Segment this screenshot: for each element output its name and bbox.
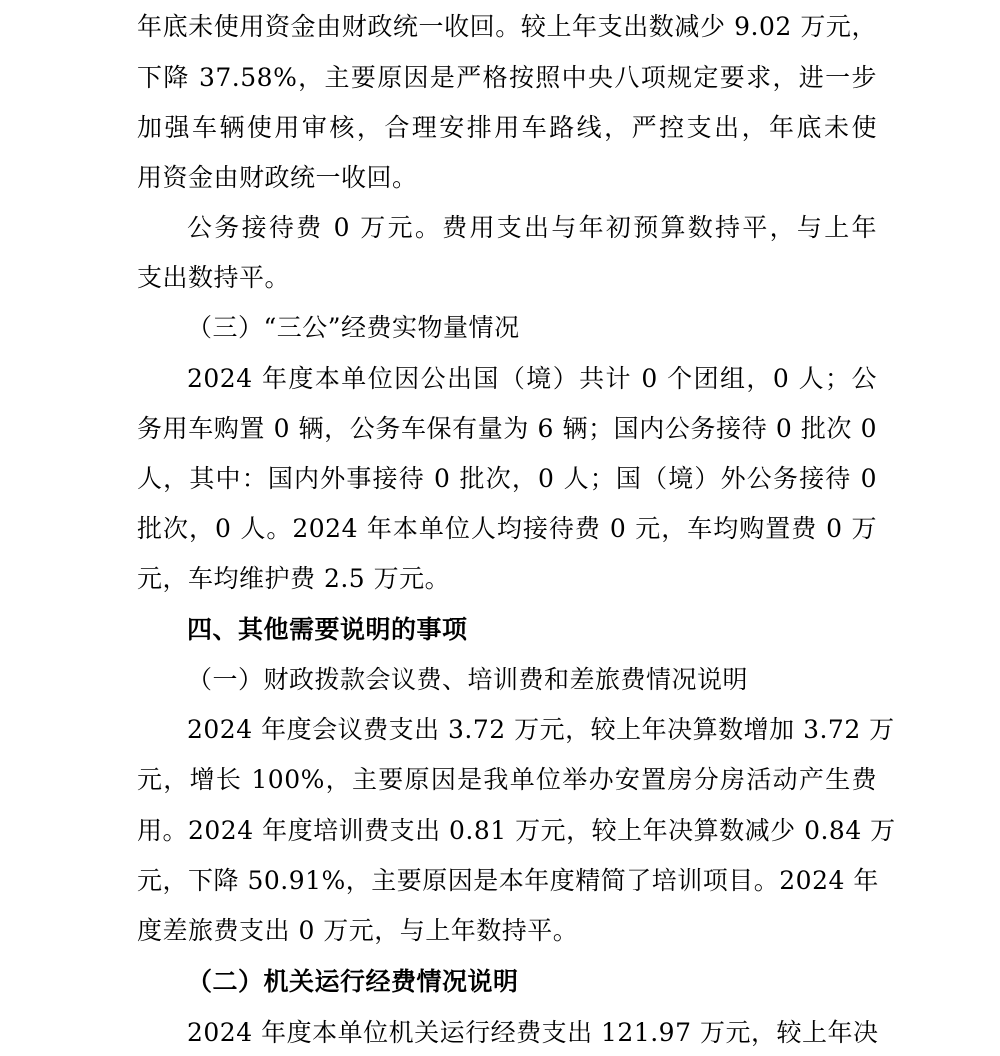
paragraph-line: 支出数持平。 [137, 263, 291, 292]
chapter-heading: 四、其他需要说明的事项 [187, 615, 468, 644]
paragraph-line: 加强车辆使用审核，合理安排用车路线，严控支出，年底未使 [137, 113, 877, 142]
paragraph-line: 2024 年度本单位机关运行经费支出 121.97 万元，较上年决 [187, 1018, 879, 1047]
paragraph-line: 务用车购置 0 辆，公务车保有量为 6 辆；国内公务接待 0 批次 0 [137, 414, 877, 443]
paragraph-line: 年底未使用资金由财政统一收回。较上年支出数减少 9.02 万元， [137, 12, 877, 41]
paragraph-line: 公务接待费 0 万元。费用支出与年初预算数持平，与上年 [187, 213, 877, 242]
paragraph-line: 人，其中：国内外事接待 0 批次，0 人；国（境）外公务接待 0 [137, 464, 877, 493]
paragraph-line: 元，增长 100%，主要原因是我单位举办安置房分房活动产生费 [137, 765, 877, 794]
section-heading: （一）财政拨款会议费、培训费和差旅费情况说明 [187, 665, 749, 694]
paragraph-line: 批次，0 人。2024 年本单位人均接待费 0 元，车均购置费 0 万 [137, 514, 877, 543]
paragraph-line: 元，下降 50.91%，主要原因是本年度精简了培训项目。2024 年 [137, 866, 879, 895]
paragraph-line: 2024 年度会议费支出 3.72 万元，较上年决算数增加 3.72 万 [187, 715, 895, 744]
section-heading: （二）机关运行经费情况说明 [187, 967, 519, 996]
paragraph-line: 用资金由财政统一收回。 [137, 163, 418, 192]
paragraph-line: 用。2024 年度培训费支出 0.81 万元，较上年决算数减少 0.84 万 [137, 816, 896, 845]
paragraph-line: 下降 37.58%，主要原因是严格按照中央八项规定要求，进一步 [137, 63, 877, 92]
paragraph-line: 2024 年度本单位因公出国（境）共计 0 个团组，0 人；公 [187, 364, 877, 393]
paragraph-line: 元，车均维护费 2.5 万元。 [137, 564, 451, 593]
paragraph-line: 度差旅费支出 0 万元，与上年数持平。 [137, 916, 579, 945]
section-heading: （三）“三公”经费实物量情况 [187, 313, 520, 342]
